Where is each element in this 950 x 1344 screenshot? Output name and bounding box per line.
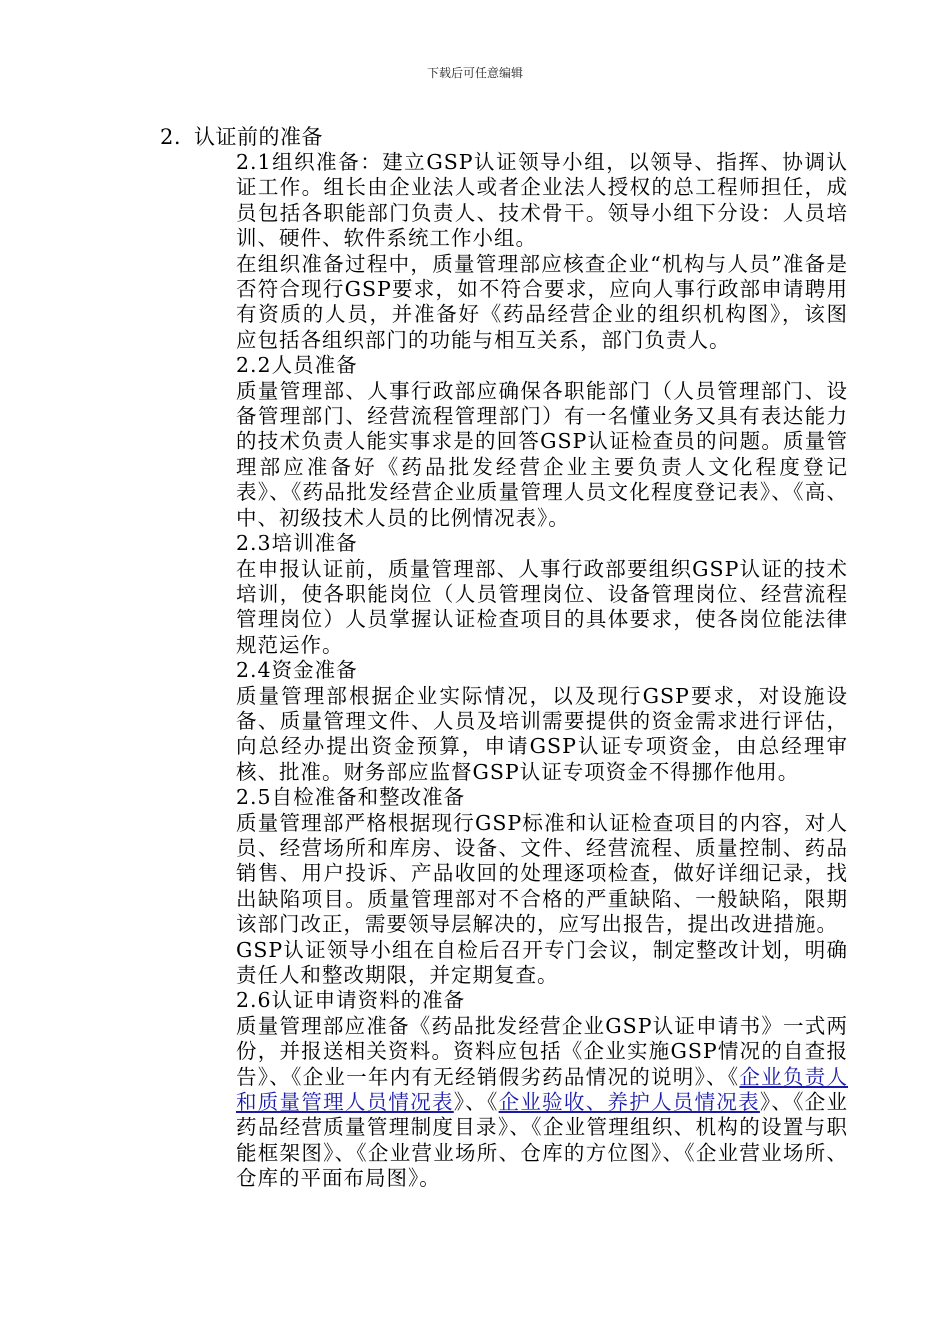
paragraph-organization-check: 在组织准备过程中，质量管理部应核查企业“机构与人员”准备是否符合现行GSP要求，如不符合要求，应向人事行政部申请聘用有资质的人员，并准备好《药品经营企业的组织机构图》，该图应包括各组织部门的功能与相互关系，部门负责人。 <box>236 251 848 352</box>
section-heading <box>160 124 323 150</box>
paragraph-rectification-plan: GSP认证领导小组在自检后召开专门会议，制定整改计划，明确责任人和整改期限，并定期复查。 <box>236 937 848 987</box>
paragraph-application-materials <box>236 1014 848 1192</box>
application-text-part-2: 》、《 <box>453 1090 499 1115</box>
application-text-part-1: 质量管理部应准备《药品批发经营企业GSP认证申请书》一式两份，并报送相关资料。资料应包括《企业实施GSP情况的自查报告》、《企业一年内有无经销假劣药品情况的说明》、《 <box>236 1013 848 1089</box>
link-responsible-persons-table[interactable]: 企业负责人和质量管理人员情况表 <box>236 1064 849 1115</box>
page-header-note: 下载后可任意编辑 <box>426 66 523 80</box>
subheading-training-prep: 2.3培训准备 <box>236 531 358 556</box>
section-number: 2. <box>160 125 182 149</box>
paragraph-organization-prep: 2.1组织准备：建立GSP认证领导小组，以领导、指挥、协调认证工作。组长由企业法人或者企业法人授权的总工程师担任，成员包括各职能部门负责人、技术骨干。领导小组下分设：人员培训、硬件、软件系统工作小组。 <box>236 150 848 251</box>
paragraph-personnel-prep: 质量管理部、人事行政部应确保各职能部门（人员管理部门、设备管理部门、经营流程管理部门）有一名懂业务又具有表达能力的技术负责人能实事求是的回答GSP认证检查员的问题。质量管理部应准备好《药品批发经营企业主要负责人文化程度登记表》、《药品批发经营企业质量管理人员文化程度登记表》、《高、中、初级技术人员的比例情况表》。 <box>236 378 848 530</box>
subheading-funding-prep: 2.4资金准备 <box>236 658 358 683</box>
document-body <box>236 150 848 1192</box>
paragraph-funding-prep: 质量管理部根据企业实际情况，以及现行GSP要求，对设施设备、质量管理文件、人员及培训需要提供的资金需求进行评估，向总经办提出资金预算，申请GSP认证专项资金，由总经理审核、批准。财务部应监督GSP认证专项资金不得挪作他用。 <box>236 683 848 784</box>
subheading-personnel-prep: 2.2人员准备 <box>236 353 358 378</box>
section-title: 认证前的准备 <box>194 125 323 149</box>
subheading-self-inspection-prep: 2.5自检准备和整改准备 <box>236 785 466 810</box>
link-inspection-maintenance-staff-table[interactable]: 企业验收、养护人员情况表 <box>498 1090 760 1115</box>
paragraph-self-inspection: 质量管理部严格根据现行GSP标准和认证检查项目的内容，对人员、经营场所和库房、设备、文件、经营流程、质量控制、药品销售、用户投诉、产品收回的处理逐项检查，做好详细记录，找出缺陷项目。质量管理部对不合格的严重缺陷、一般缺陷，限期该部门改正，需要领导层解决的，应写出报告，提出改进措施。 <box>236 810 848 937</box>
subheading-application-materials: 2.6认证申请资料的准备 <box>236 988 466 1013</box>
application-text-part-3: 》、《企业药品经营质量管理制度目录》、《企业管理组织、机构的设置与职能框架图》、《企业营业场所、仓库的方位图》、《企业营业场所、仓库的平面布局图》。 <box>236 1090 849 1191</box>
paragraph-training-prep: 在申报认证前，质量管理部、人事行政部要组织GSP认证的技术培训，使各职能岗位（人员管理岗位、设备管理岗位、经营流程管理岗位）人员掌握认证检查项目的具体要求，使各岗位能法律规范运作。 <box>236 556 848 657</box>
